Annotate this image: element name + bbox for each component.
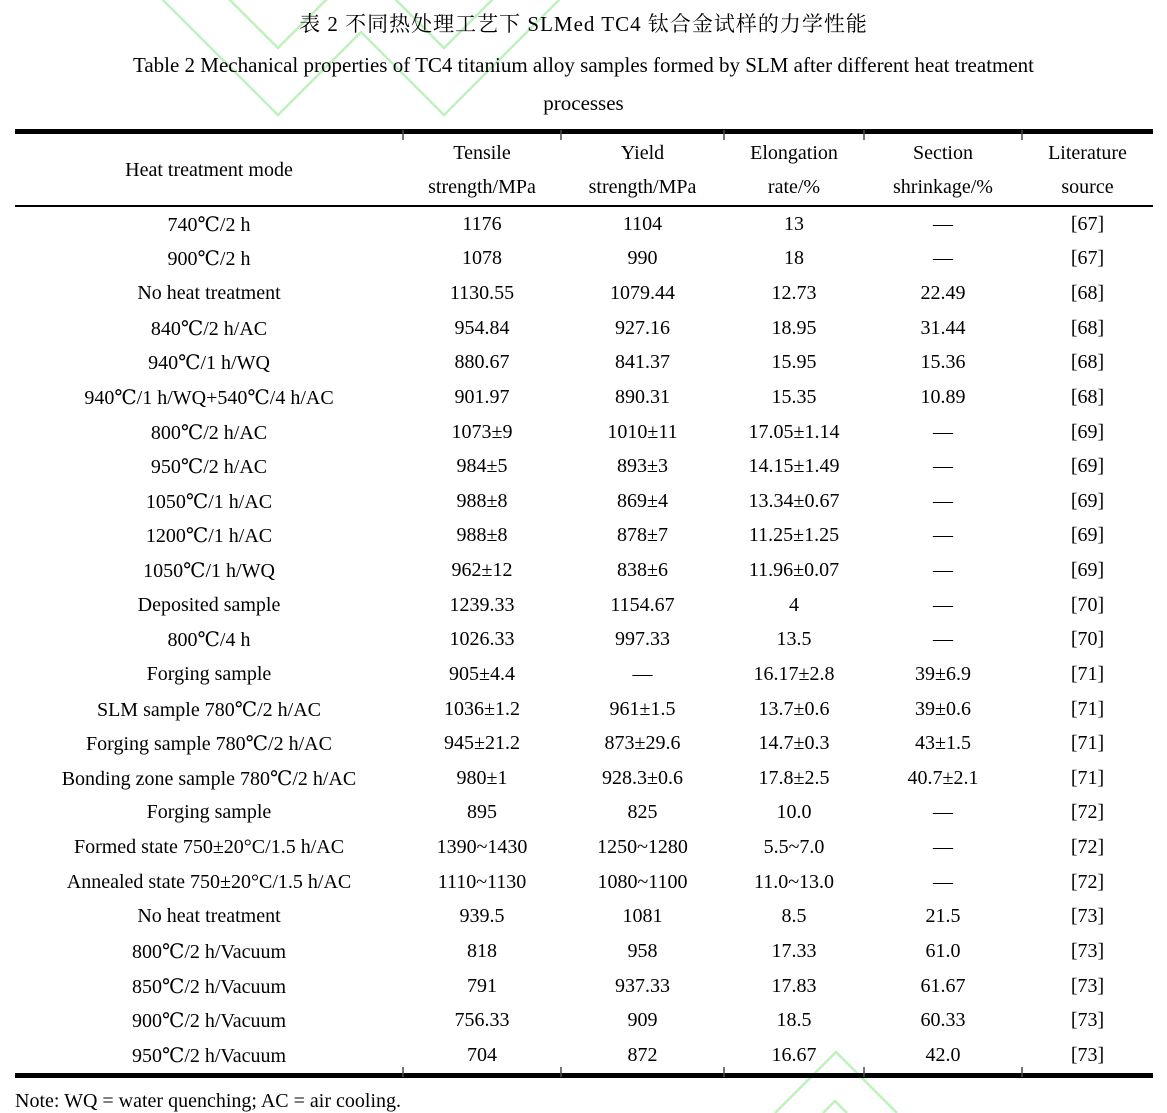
header-cell — [1022, 134, 1153, 205]
header-cell — [724, 134, 864, 205]
table-cell: 10.89 — [920, 385, 966, 408]
table-cell: Forging sample — [146, 801, 272, 824]
table-cell: 21.5 — [925, 905, 961, 928]
table-cell: 1050℃/1 h/AC — [145, 490, 273, 513]
header-line: strength/MPa — [428, 175, 536, 198]
column-tick — [1021, 1067, 1023, 1077]
table-cell: 61.67 — [920, 974, 966, 997]
table-cell: 39±0.6 — [915, 697, 971, 720]
table-row — [15, 553, 1153, 588]
table-cell: 18 — [784, 247, 804, 270]
table-cell: 13.7±0.6 — [758, 697, 830, 720]
column-tick — [1021, 130, 1023, 140]
header-line: rate/% — [767, 175, 821, 198]
header-line: Section — [913, 141, 973, 164]
table-cell: 950℃/2 h/AC — [150, 456, 268, 479]
table-cell: 838±6 — [617, 559, 668, 582]
table-cell: 1079.44 — [610, 282, 675, 305]
mechanical-properties-table — [15, 129, 1153, 1078]
table-cell: 756.33 — [454, 1009, 510, 1032]
header-line: Heat treatment mode — [125, 158, 293, 181]
table-cell: 841.37 — [615, 351, 670, 374]
column-tick — [723, 1067, 725, 1077]
table-cell: [72] — [1070, 870, 1105, 893]
table-cell: 980±1 — [456, 766, 508, 789]
table-row — [15, 692, 1153, 727]
table-cell: 17.33 — [771, 939, 817, 962]
table-cell: 940℃/1 h/WQ — [148, 352, 270, 375]
header-line: Yield — [620, 141, 665, 164]
table-cell: [67] — [1070, 247, 1105, 270]
table-cell: 14.15±1.49 — [748, 455, 840, 478]
table-cell: — — [632, 662, 653, 685]
table-cell: 43±1.5 — [915, 732, 971, 755]
header-line: Elongation — [750, 141, 838, 164]
table-cell: 15.35 — [771, 385, 817, 408]
header-cell — [15, 134, 403, 205]
table-cell: — — [933, 870, 953, 893]
table-cell: [71] — [1070, 732, 1105, 755]
table-cell: 818 — [467, 939, 497, 962]
table-cell: No heat treatment — [137, 905, 281, 928]
table-cell: 800℃/4 h — [167, 629, 251, 652]
table-cell: 927.16 — [615, 316, 670, 339]
table-row — [15, 242, 1153, 277]
table-cell: Bonding zone sample 780℃/2 h/AC — [61, 767, 357, 790]
table-title-en-line1: Table 2 Mechanical properties of TC4 titanium alloy samples formed by SLM after different heat treatment — [132, 53, 1035, 77]
table-cell: 791 — [467, 974, 497, 997]
table-cell: — — [933, 420, 953, 443]
table-cell: 869±4 — [617, 489, 668, 512]
table-cell: 11.96±0.07 — [748, 559, 840, 582]
header-cell — [864, 134, 1022, 205]
table-cell: 950℃/2 h/Vacuum — [131, 1044, 287, 1067]
table-cell: 1250~1280 — [597, 836, 688, 859]
table-cell: 958 — [627, 939, 658, 962]
table-header-row — [15, 134, 1153, 207]
table-note: Note: WQ = water quenching; AC = air cooling. — [15, 1089, 401, 1112]
table-cell: Forging sample 780℃/2 h/AC — [86, 733, 332, 756]
table-cell: 22.49 — [920, 282, 966, 305]
table-row — [15, 657, 1153, 692]
table-cell: 740℃/2 h — [167, 213, 251, 236]
table-row — [15, 484, 1153, 519]
table-cell: — — [933, 455, 953, 478]
table-cell: 39±6.9 — [915, 662, 971, 685]
table-cell: 18.5 — [776, 1009, 812, 1032]
table-cell: 872 — [627, 1043, 658, 1066]
table-row — [15, 865, 1153, 900]
header-line: source — [1061, 175, 1114, 198]
table-cell: Formed state 750±20°C/1.5 h/AC — [73, 836, 345, 859]
table-cell: [69] — [1070, 455, 1105, 478]
table-cell: 1078 — [462, 247, 502, 270]
table-cell: [73] — [1070, 1043, 1105, 1066]
table-cell: 16.67 — [771, 1043, 817, 1066]
table-cell: 945±21.2 — [444, 732, 520, 755]
table-cell: 962±12 — [451, 559, 513, 582]
table-cell: 895 — [467, 801, 497, 824]
table-cell: 18.95 — [771, 316, 817, 339]
column-tick — [560, 130, 562, 140]
table-row — [15, 519, 1153, 554]
table-row — [15, 726, 1153, 761]
table-cell: [72] — [1070, 836, 1105, 859]
table-cell: 60.33 — [920, 1009, 966, 1032]
table-cell: [68] — [1070, 385, 1105, 408]
table-cell: 14.7±0.3 — [758, 732, 830, 755]
table-cell: [68] — [1070, 351, 1105, 374]
column-tick — [723, 130, 725, 140]
table-cell: [69] — [1070, 489, 1105, 512]
header-line: Literature — [1048, 141, 1127, 164]
table-cell: 873±29.6 — [604, 732, 681, 755]
table-cell: [70] — [1070, 593, 1105, 616]
table-cell: — — [933, 801, 953, 824]
table-cell: 909 — [627, 1009, 658, 1032]
table-cell: 17.83 — [771, 974, 817, 997]
table-cell: 990 — [627, 247, 658, 270]
table-cell: 901.97 — [454, 385, 510, 408]
table-cell: [68] — [1070, 282, 1105, 305]
table-cell: 12.73 — [771, 282, 817, 305]
table-cell: 928.3±0.6 — [602, 766, 683, 789]
column-tick — [402, 1067, 404, 1077]
table-cell: — — [933, 628, 953, 651]
table-cell: 13.34±0.67 — [748, 489, 840, 512]
table-row — [15, 276, 1153, 311]
column-tick — [863, 130, 865, 140]
table-body — [15, 207, 1153, 1073]
table-row — [15, 207, 1153, 242]
table-cell: 61.0 — [925, 939, 961, 962]
table-cell: 1176 — [462, 212, 502, 235]
table-cell: 988±8 — [456, 524, 508, 547]
table-cell: 1110~1130 — [437, 870, 527, 893]
table-row — [15, 969, 1153, 1004]
table-cell: 900℃/2 h — [167, 248, 251, 271]
table-cell: [71] — [1070, 662, 1105, 685]
table-row — [15, 415, 1153, 450]
table-title-zh: 表 2 不同热处理工艺下 SLMed TC4 钛合金试样的力学性能 — [299, 12, 868, 36]
table-cell: 8.5 — [781, 905, 807, 928]
table-title-en-line2: processes — [543, 91, 624, 115]
column-tick — [560, 1067, 562, 1077]
table-cell: — — [933, 593, 953, 616]
table-cell: 940℃/1 h/WQ+540℃/4 h/AC — [84, 386, 334, 409]
table-cell: 17.05±1.14 — [748, 420, 840, 443]
table-cell: [69] — [1070, 559, 1105, 582]
table-row — [15, 346, 1153, 381]
table-cell: 880.67 — [454, 351, 510, 374]
table-cell: 1080~1100 — [597, 870, 688, 893]
table-cell: 13.5 — [776, 628, 812, 651]
table-cell: 40.7±2.1 — [907, 766, 979, 789]
table-cell: [68] — [1070, 316, 1105, 339]
table-cell: 1050℃/1 h/WQ — [143, 560, 275, 583]
table-cell: 954.84 — [454, 316, 510, 339]
table-cell: 939.5 — [459, 905, 505, 928]
table-cell: [73] — [1070, 974, 1105, 997]
table-cell: 905±4.4 — [449, 662, 515, 685]
table-cell: 800℃/2 h/AC — [150, 421, 268, 444]
table-cell: [67] — [1070, 212, 1105, 235]
table-cell: 1036±1.2 — [444, 697, 520, 720]
header-cell — [403, 134, 561, 205]
header-cell — [561, 134, 724, 205]
table-cell: 800℃/2 h/Vacuum — [131, 940, 287, 963]
table-cell: 4 — [789, 593, 799, 616]
table-cell: 937.33 — [615, 974, 670, 997]
table-cell: 961±1.5 — [609, 697, 676, 720]
table-cell: SLM sample 780℃/2 h/AC — [96, 698, 322, 721]
table-cell: 893±3 — [617, 455, 668, 478]
table-cell: Forging sample — [146, 662, 272, 685]
table-cell: 5.5~7.0 — [763, 836, 825, 859]
table-cell: 13 — [784, 212, 804, 235]
table-cell: 1104 — [622, 212, 663, 235]
table-cell: [72] — [1070, 801, 1105, 824]
table-cell: 997.33 — [615, 628, 670, 651]
table-cell: 1200℃/1 h/AC — [145, 525, 273, 548]
table-row — [15, 934, 1153, 969]
table-cell: — — [933, 524, 953, 547]
table-row — [15, 1038, 1153, 1073]
table-row — [15, 380, 1153, 415]
table-row — [15, 449, 1153, 484]
table-cell: 15.36 — [920, 351, 966, 374]
table-cell: 42.0 — [925, 1043, 961, 1066]
table-row — [15, 311, 1153, 346]
table-cell: 1130.55 — [449, 282, 515, 305]
table-cell: 900℃/2 h/Vacuum — [131, 1010, 287, 1033]
table-cell: — — [933, 212, 953, 235]
table-cell: 890.31 — [615, 385, 670, 408]
table-row — [15, 588, 1153, 623]
table-cell: Annealed state 750±20°C/1.5 h/AC — [66, 870, 352, 893]
table-row — [15, 761, 1153, 796]
column-tick — [863, 1067, 865, 1077]
table-row — [15, 900, 1153, 935]
table-cell: 1081 — [622, 905, 663, 928]
table-row — [15, 623, 1153, 658]
table-cell: — — [933, 836, 953, 859]
table-cell: 1154.67 — [610, 593, 675, 616]
table-cell: 840℃/2 h/AC — [150, 317, 268, 340]
column-tick — [402, 130, 404, 140]
table-row — [15, 796, 1153, 831]
table-row — [15, 1003, 1153, 1038]
table-cell: 15.95 — [771, 351, 817, 374]
table-cell: — — [933, 247, 953, 270]
table-cell: 11.25±1.25 — [748, 524, 840, 547]
table-cell: 16.17±2.8 — [753, 662, 835, 685]
table-cell: [69] — [1070, 420, 1105, 443]
table-cell: 11.0~13.0 — [753, 870, 835, 893]
table-cell: [73] — [1070, 1009, 1105, 1032]
header-line: shrinkage/% — [893, 175, 993, 198]
table-cell: — — [933, 559, 953, 582]
table-cell: 1390~1430 — [436, 836, 528, 859]
table-cell: 17.8±2.5 — [758, 766, 830, 789]
table-cell: [71] — [1070, 766, 1105, 789]
header-line: strength/MPa — [588, 175, 697, 198]
table-cell: [69] — [1070, 524, 1105, 547]
table-cell: [73] — [1070, 939, 1105, 962]
table-cell: 1239.33 — [449, 593, 515, 616]
table-cell: [71] — [1070, 697, 1105, 720]
table-cell: 988±8 — [456, 489, 508, 512]
table-cell: 850℃/2 h/Vacuum — [131, 975, 287, 998]
table-cell: No heat treatment — [137, 282, 281, 305]
table-cell: [70] — [1070, 628, 1105, 651]
table-cell: 10.0 — [776, 801, 812, 824]
table-cell: 1026.33 — [449, 628, 515, 651]
table-cell: 878±7 — [617, 524, 668, 547]
table-cell: Deposited sample — [137, 593, 281, 616]
table-row — [15, 830, 1153, 865]
table-cell: 825 — [627, 801, 658, 824]
table-cell: 984±5 — [456, 455, 508, 478]
table-cell: 31.44 — [920, 316, 966, 339]
table-cell: [73] — [1070, 905, 1105, 928]
table-cell: 704 — [467, 1043, 497, 1066]
table-cell: — — [933, 489, 953, 512]
table-cell: 1010±11 — [607, 420, 678, 443]
header-line: Tensile — [453, 141, 511, 164]
table-cell: 1073±9 — [451, 420, 513, 443]
